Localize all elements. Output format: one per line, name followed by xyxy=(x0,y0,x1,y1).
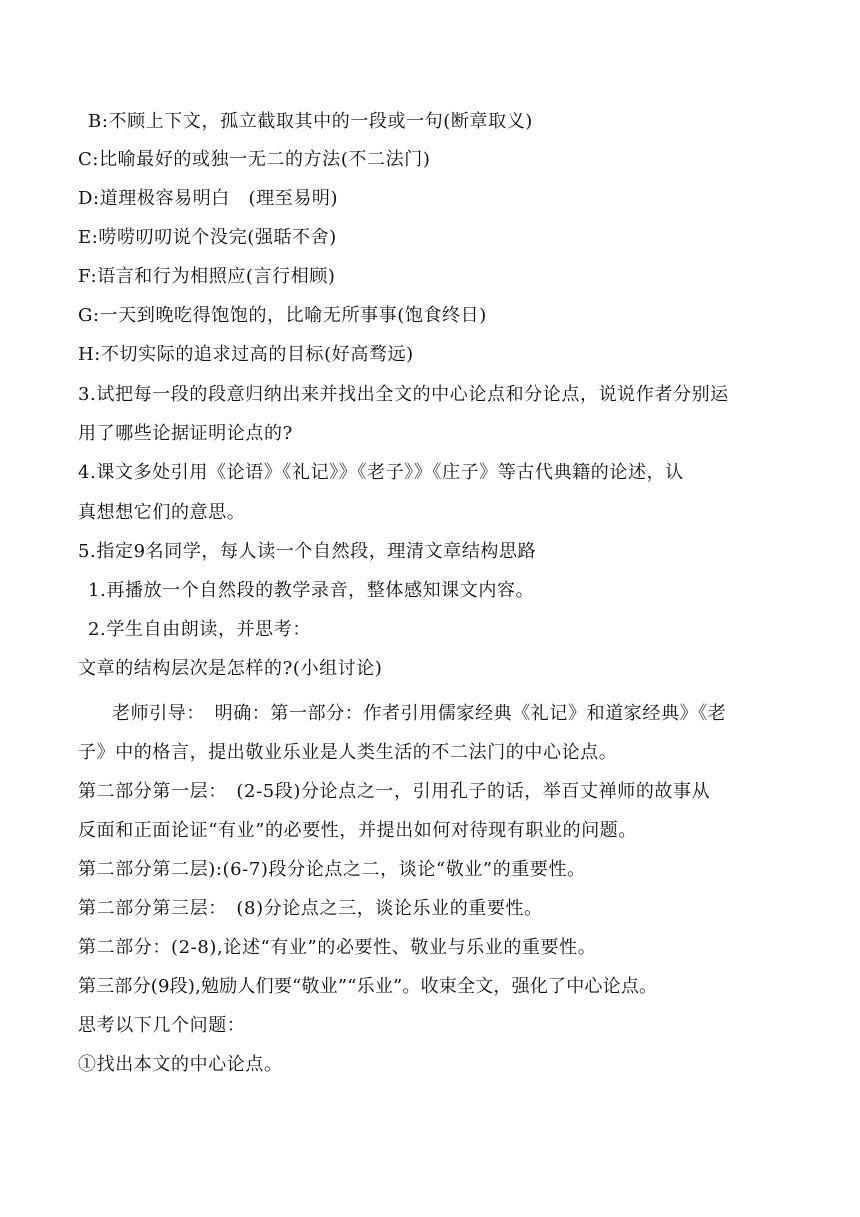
text-line-structure-question: 文章的结构层次是怎样的?(小组讨论) xyxy=(78,658,383,679)
text-line-question-4: 4.课文多处引用《论语》《礼记》》《老子》》《庄子》等古代典籍的论述，认 xyxy=(78,462,684,483)
text-line-think-questions: 思考以下几个问题： xyxy=(78,1015,246,1036)
text-line-part2-layer2: 第二部分第二层):(6-7)段分论点之二，谈论“敬业”的重要性。 xyxy=(78,859,586,880)
text-line-option-e: E:唠唠叨叨说个没完(强聒不舍) xyxy=(78,227,337,248)
text-line-question-4-cont: 真想想它们的意思。 xyxy=(78,502,246,523)
text-line-part2-layer1: 第二部分第一层： (2-5段)分论点之一，引用孔子的话，举百丈禅师的故事从 xyxy=(78,781,711,802)
text-line-part3: 第三部分(9段),勉励人们要“敬业”“乐业”。收束全文，强化了中心论点。 xyxy=(78,976,658,997)
text-line-option-g: G:一天到晚吃得饱饱的，比喻无所事事(饱食终日) xyxy=(78,305,487,326)
text-line-step-1: 1.再播放一个自然段的教学录音，整体感知课文内容。 xyxy=(88,580,535,601)
text-line-option-h: H:不切实际的追求过高的目标(好高骛远) xyxy=(78,344,414,365)
text-line-option-d: D:道理极容易明白 (理至易明) xyxy=(78,188,339,209)
text-line-question-3: 3.试把每一段的段意归纳出来并找出全文的中心论点和分论点，说说作者分别运 xyxy=(78,384,729,405)
text-line-teacher-guide: 老师引导： 明确：第一部分：作者引用儒家经典《礼记》和道家经典》《老 xyxy=(112,703,727,724)
text-line-step-2: 2.学生自由朗读，并思考： xyxy=(88,619,311,640)
text-line-question-5: 5.指定9名同学，每人读一个自然段，理清文章结构思路 xyxy=(78,541,537,562)
text-line-question-3-cont: 用了哪些论据证明论点的? xyxy=(78,423,293,444)
text-line-option-f: F:语言和行为相照应(言行相顾) xyxy=(78,266,336,287)
text-line-part2-layer1-cont: 反面和正面论证“有业”的必要性，并提出如何对待现有职业的问题。 xyxy=(78,820,638,841)
text-line-find-thesis: ①找出本文的中心论点。 xyxy=(78,1054,283,1075)
text-line-option-c: C:比喻最好的或独一无二的方法(不二法门) xyxy=(78,149,431,170)
text-line-teacher-guide-cont: 子》中的格言，提出敬业乐业是人类生活的不二法门的中心论点。 xyxy=(78,742,618,763)
text-line-part2-layer3: 第二部分第三层： (8)分论点之三，谈论乐业的重要性。 xyxy=(78,898,543,919)
text-line-option-b: B:不顾上下文，孤立截取其中的一段或一句(断章取义) xyxy=(88,111,533,132)
text-line-part2-summary: 第二部分：(2-8),论述“有业”的必要性、敬业与乐业的重要性。 xyxy=(78,937,597,958)
